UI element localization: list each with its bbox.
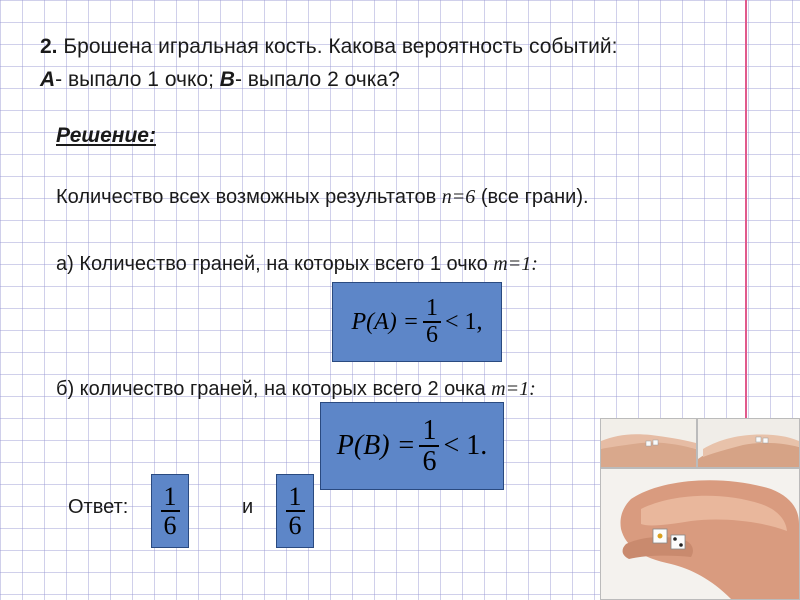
part-a-line [56,253,538,276]
palm-with-dice-image [698,419,799,467]
palm-with-dice-photo [697,418,800,468]
answer-conjunction: и [242,496,254,518]
formula-b-rhs: < 1. [443,430,488,461]
answer-box-first [151,474,189,548]
total-text: Количество всех возможных результатов [56,186,437,208]
answer-box-second [276,474,314,548]
formula-b-numerator: 1 [419,416,439,447]
formula-b-fraction [419,416,439,477]
part-b-text: б) количество граней, на которых всего 2 очка [56,378,486,400]
answer-first-numerator: 1 [161,483,180,512]
formula-a-rhs: < 1, [444,308,483,335]
total-value: n=6 [441,186,476,208]
part-a-value: m=1: [493,253,538,275]
formula-a-lhs: P(A) = [351,308,419,335]
formula-a-fraction [423,296,441,348]
answer-second-numerator: 1 [286,483,305,512]
answer-first-fraction [161,483,180,540]
answer-second-denominator: 6 [288,511,302,540]
fingers-holding-dice-image [601,469,799,599]
total-suffix: (все грани). [480,186,589,208]
formula-b-lhs: P(B) = [336,430,416,461]
answer-first-denominator: 6 [163,511,177,540]
answer-second-fraction [286,483,305,540]
formula-a-denominator: 6 [425,322,438,348]
total-outcomes-line [56,186,589,209]
formula-box-a [332,282,502,362]
solution-heading: Решение: [56,124,156,147]
part-a-text: а) Количество граней, на которых всего 1 очко [56,253,488,275]
fingers-holding-dice-photo [600,468,800,600]
formula-b-denominator: 6 [422,446,437,477]
event-b-text: - выпало 2 очка? [234,68,400,91]
problem-number: 2. [40,35,58,58]
event-b-letter: В [219,68,235,91]
hand-with-dice-image [601,419,696,467]
part-b-value: m=1: [491,378,536,400]
event-a-letter: А [40,68,56,91]
hand-with-dice-photo [600,418,697,468]
answer-label: Ответ: [68,496,129,518]
problem-statement [40,30,730,96]
event-a-text: - выпало 1 очко; [55,68,214,91]
part-b-line [56,378,536,401]
formula-box-b [320,402,504,490]
problem-text: Брошена игральная кость. Какова вероятность событий: [63,35,618,58]
formula-a-numerator: 1 [423,296,441,323]
